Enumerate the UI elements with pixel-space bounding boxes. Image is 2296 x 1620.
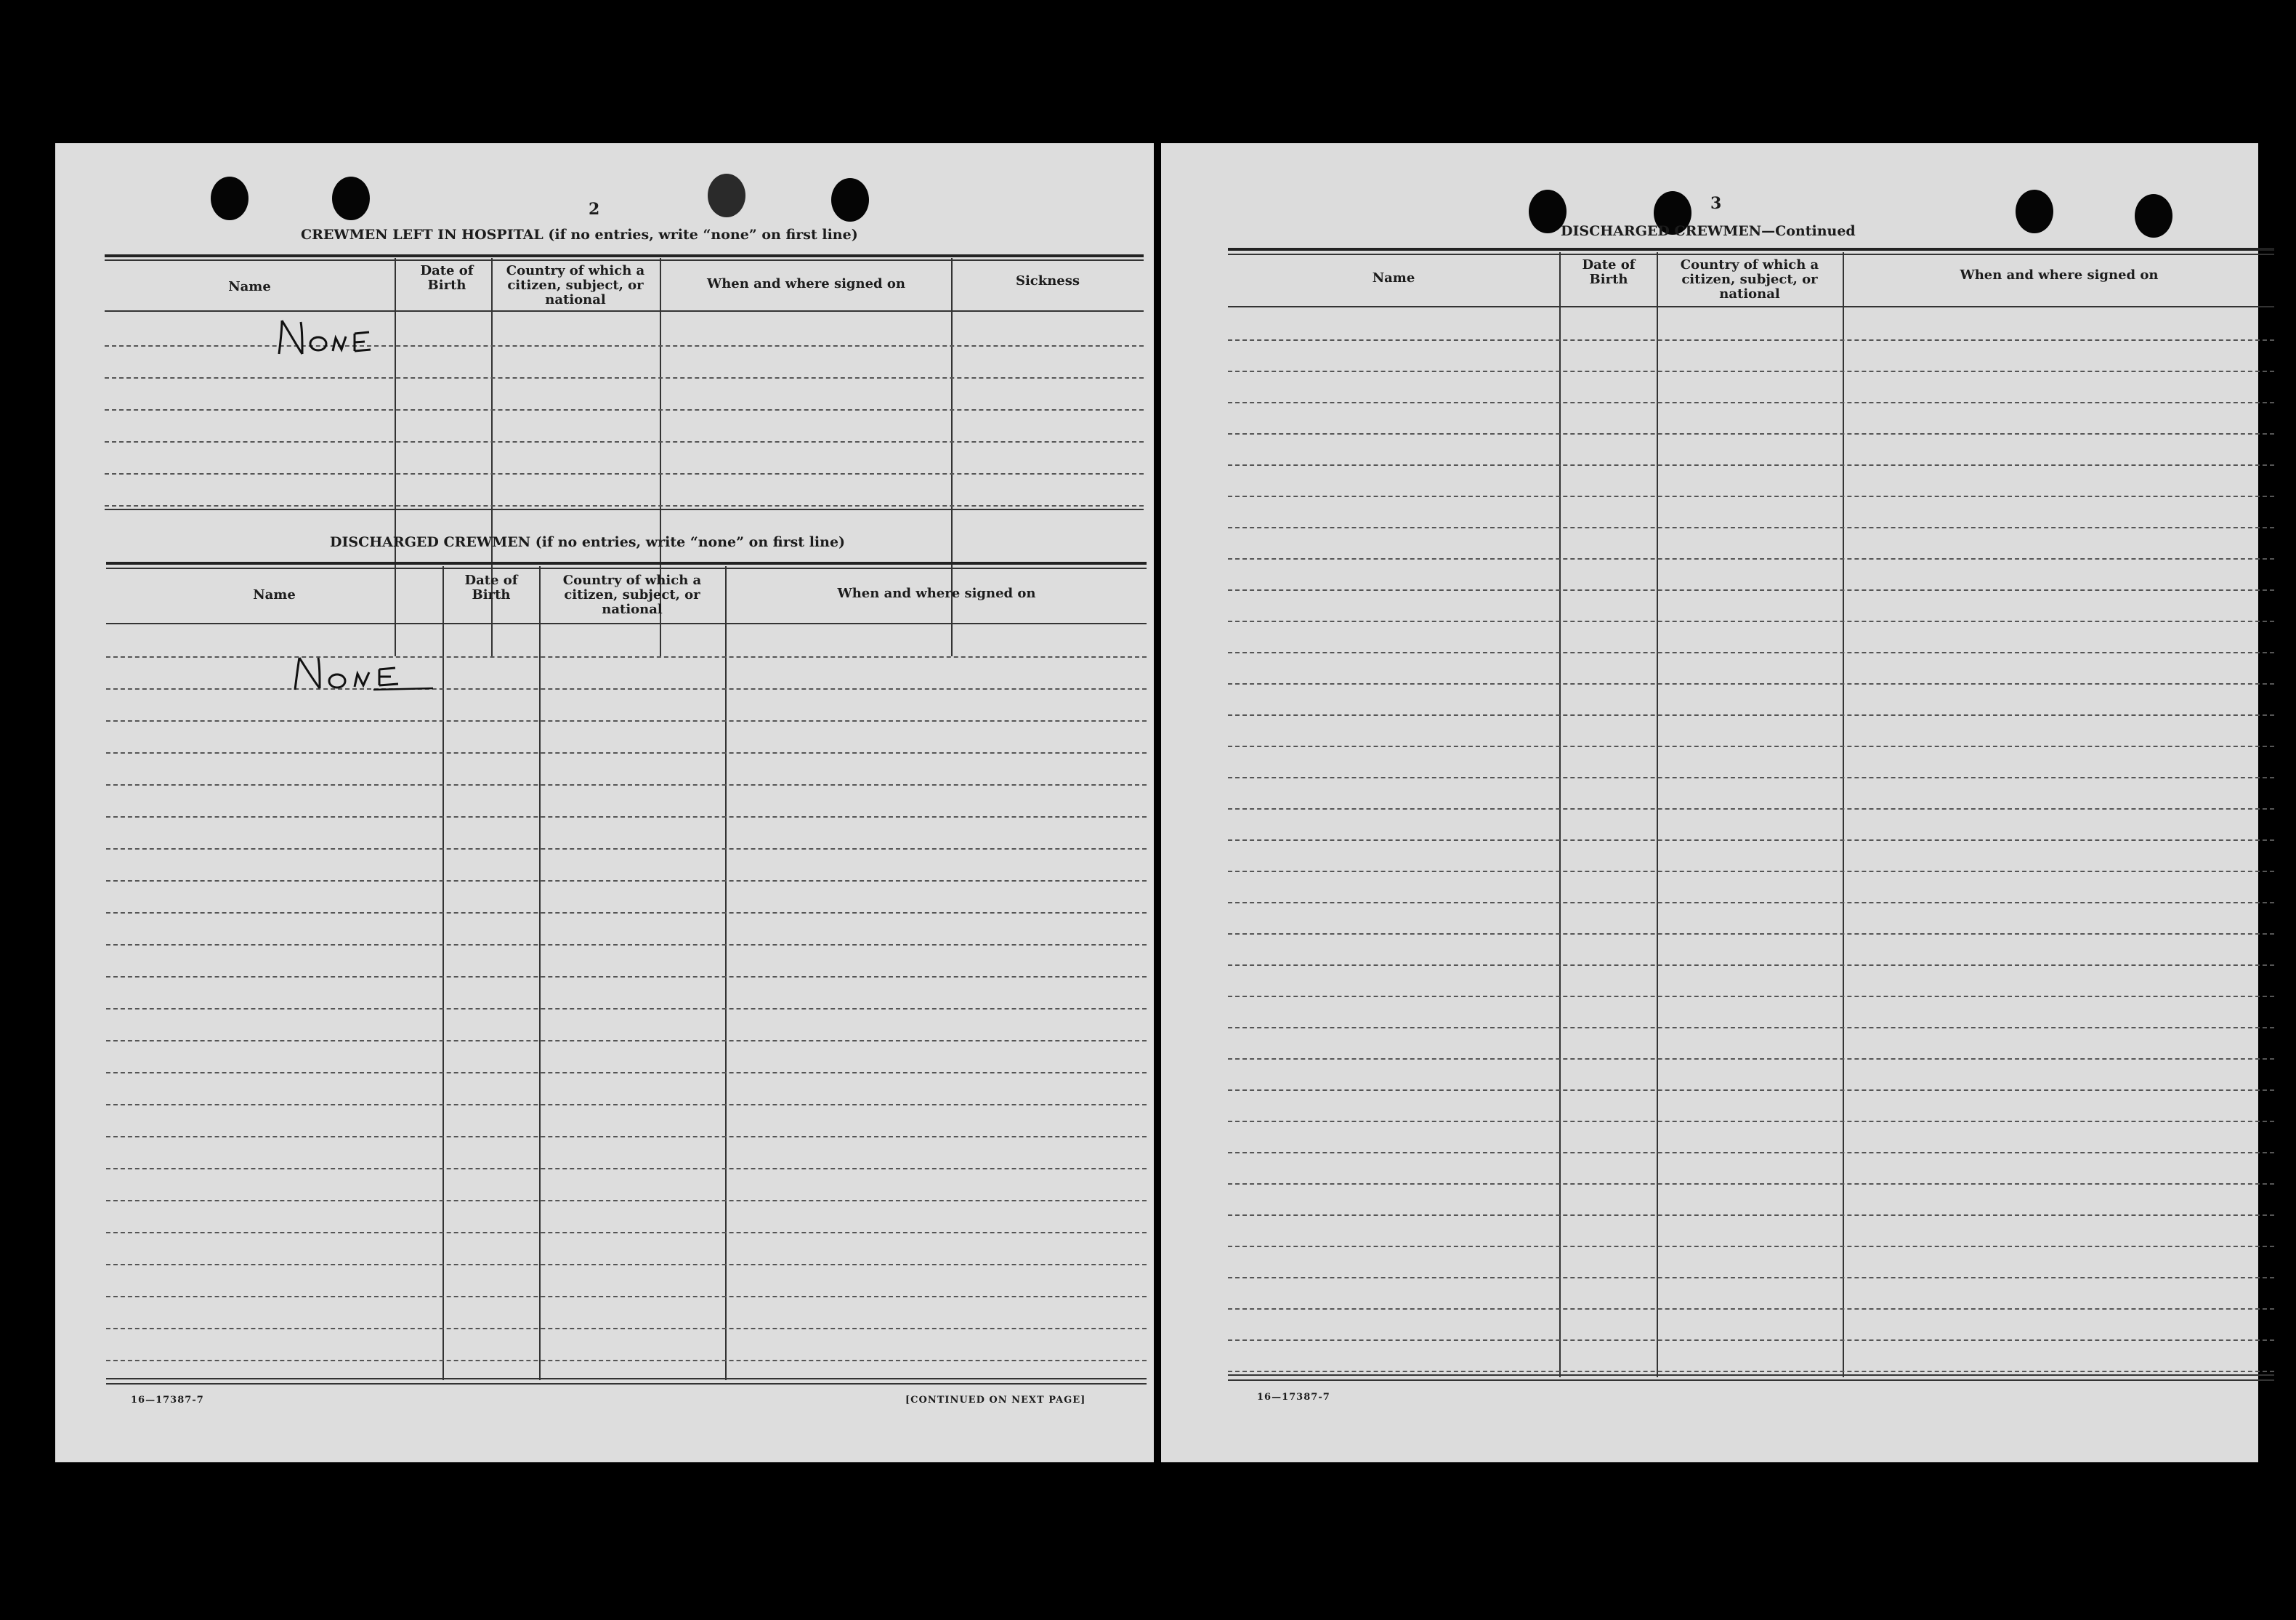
column-header-signed-on: When and where signed on [1960,267,2159,283]
entry-line [1228,714,2274,716]
section-rule [106,568,1147,569]
entry-line [1228,402,2274,403]
section-rule [106,1383,1147,1385]
entry-line [106,848,1147,850]
section-rule [106,1378,1147,1379]
entry-line [106,1328,1147,1329]
entry-line [105,505,1144,507]
entry-line [1228,839,2274,841]
entry-line [106,688,1147,690]
entry-line [1228,339,2274,341]
discharged-section-title [330,534,845,550]
punch-hole [332,177,370,220]
column-header-country: Country of which a citizen, subject, or national [506,263,645,307]
section-rule [1228,254,2274,255]
entry-line [1228,1089,2274,1091]
entry-line [106,1104,1147,1105]
entry-line [1228,1214,2274,1216]
header-rule [1228,306,2274,307]
entry-line [106,720,1147,722]
entry-line [1228,527,2274,528]
hospital-title-note: (if no entries, write “none” on first line) [548,227,858,243]
entry-line [1228,746,2274,747]
entry-line [106,880,1147,882]
entry-line [106,1232,1147,1233]
entry-line [1228,371,2274,372]
entry-line [106,1008,1147,1010]
column-divider [1843,252,1844,1377]
entry-line [1228,683,2274,685]
column-header-name: Name [253,587,296,603]
punch-hole [2016,190,2053,233]
entry-line [1228,996,2274,997]
column-header-date-of-birth: Date of Birth [420,263,474,293]
entry-line [1228,777,2274,778]
entry-line [106,1200,1147,1201]
entry-line [105,377,1144,379]
punch-hole [211,177,248,220]
hospital-title-text: CREWMEN LEFT IN HOSPITAL [301,227,543,243]
entry-line [106,1264,1147,1265]
entry-line [105,345,1144,347]
entry-line [1228,964,2274,966]
entry-line [1228,1152,2274,1153]
entry-line [1228,433,2274,435]
entry-line [1228,1121,2274,1122]
section-rule [105,509,1144,510]
entry-line [1228,464,2274,466]
discharged-title-text: DISCHARGED CREWMEN [330,534,531,550]
entry-line [106,816,1147,818]
entry-line [106,1040,1147,1041]
column-header-date-of-birth: Date of Birth [464,573,518,603]
column-header-name: Name [228,279,271,294]
column-header-country: Country of which a citizen, subject, or national [1680,257,1819,302]
entry-line [1228,871,2274,872]
page-number: 2 [589,200,600,219]
handwritten-none-entry [273,316,397,360]
punch-hole [831,178,869,222]
section-rule [1228,1379,2274,1381]
entry-line [1228,1183,2274,1185]
entry-line [1228,1339,2274,1341]
entry-line [106,976,1147,978]
punch-hole [2135,194,2172,238]
section-rule [105,259,1144,261]
entry-line [106,1296,1147,1297]
entry-line [106,944,1147,946]
entry-line [106,1168,1147,1169]
column-header-signed-on: When and where signed on [707,276,905,291]
entry-line [1228,1277,2274,1278]
right-page [1161,143,2258,1462]
entry-line [1228,652,2274,653]
column-divider [1657,252,1658,1377]
entry-line [106,752,1147,754]
column-divider [1559,252,1561,1377]
continued-note: [CONTINUED ON NEXT PAGE] [905,1395,1086,1406]
discharged-title-note: (if no entries, write “none” on first line) [535,534,846,550]
entry-line [105,409,1144,411]
entry-line [1228,1308,2274,1310]
column-header-date-of-birth: Date of Birth [1582,257,1636,287]
entry-line [105,473,1144,475]
column-header-country: Country of which a citizen, subject, or national [562,573,702,617]
discharged-continued-title: DISCHARGED CREWMEN—Continued [1561,223,1856,239]
column-header-signed-on: When and where signed on [837,586,1036,601]
handwritten-none-entry [289,653,434,694]
entry-line [1228,621,2274,622]
entry-line [1228,808,2274,810]
entry-line [1228,1027,2274,1028]
entry-line [106,784,1147,786]
entry-line [106,912,1147,914]
section-rule [105,254,1144,257]
column-header-name: Name [1372,270,1415,286]
hospital-section-title [301,227,858,243]
entry-line [1228,558,2274,560]
section-rule [1228,1374,2274,1376]
header-rule [106,623,1147,624]
section-rule [106,562,1147,565]
header-rule [105,310,1144,312]
entry-line [106,1072,1147,1073]
entry-line [1228,1058,2274,1060]
left-page [55,143,1154,1462]
section-rule [1228,248,2274,251]
entry-line [1228,1371,2274,1372]
form-number: 16—17387-7 [1257,1392,1330,1403]
entry-line [1228,933,2274,935]
entry-line [106,1136,1147,1137]
entry-line [105,441,1144,443]
page-number: 3 [1710,194,1722,213]
entry-line [106,656,1147,658]
entry-line [1228,589,2274,591]
entry-line [1228,496,2274,497]
form-number: 16—17387-7 [131,1395,204,1406]
punch-hole [708,174,745,217]
column-header-sickness: Sickness [1015,273,1080,289]
entry-line [1228,1246,2274,1247]
entry-line [1228,902,2274,903]
entry-line [106,1360,1147,1361]
